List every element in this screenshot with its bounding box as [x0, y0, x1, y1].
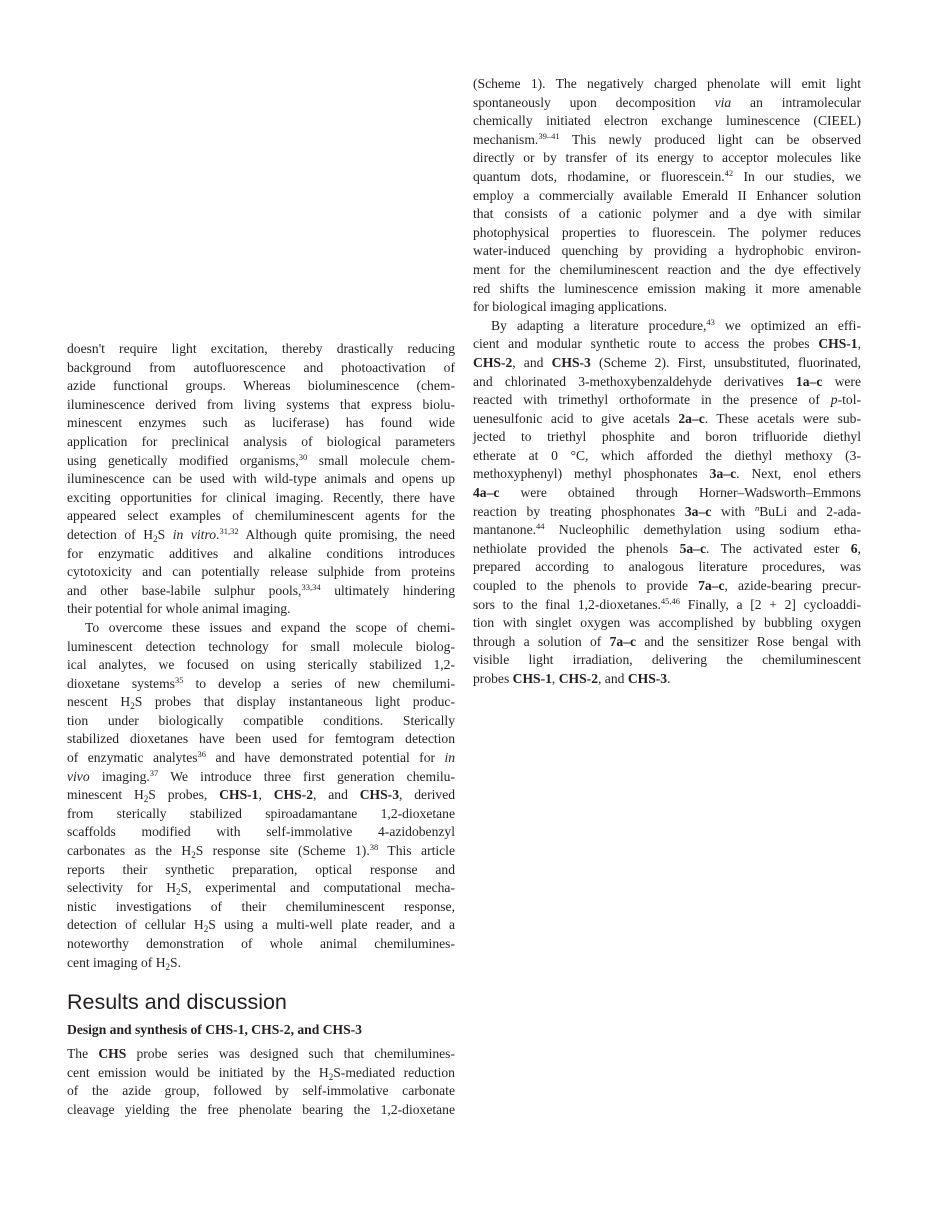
text-line: [473, 373, 861, 392]
paragraph-chs-design: [67, 1045, 455, 1119]
text-run: were obtained through Horner–Wadsworth–Emmons: [499, 485, 861, 501]
text-line: [67, 1045, 455, 1064]
text-line: reports their synthetic preparation, optical response and: [67, 861, 455, 877]
text-line: iluminescence derived from living systems that express biolu-: [67, 396, 455, 412]
text-line: that consists of a cationic polymer and a dye with similar: [473, 206, 861, 222]
italic-text: in: [444, 750, 456, 766]
text-run: . Next, enol ethers: [736, 466, 861, 482]
text-run: In our studies, we: [733, 168, 861, 184]
text-run: . These acetals were sub-: [704, 410, 861, 426]
text-run: cient and modular synthetic route to access the probes: [473, 336, 819, 352]
section-heading: Results and discussion: [67, 990, 287, 1015]
paragraph-cieel-mechanism: [473, 75, 861, 317]
text-line: employ a commercially available Emerald II Enhancer solution: [473, 187, 861, 203]
text-line: tion under biologically compatible conditions. Sterically: [67, 712, 455, 728]
subscript: 2: [203, 924, 209, 935]
text-run: through a solution of: [473, 633, 610, 649]
text-run: S-mediated reduction: [333, 1064, 455, 1080]
text-run: This newly produced light can be observed: [559, 131, 861, 147]
text-line: [67, 452, 455, 471]
text-line: [67, 768, 455, 787]
text-run: BuLi and 2-ada-: [759, 503, 861, 519]
text-run: using genetically modified organisms,: [67, 452, 299, 468]
subscript: 2: [191, 850, 196, 861]
citation-superscript: 39–41: [538, 130, 560, 141]
text-line: photophysical properties to fluorescein. The polymer reduces: [473, 224, 861, 240]
text-run: imaging.: [89, 768, 150, 784]
bold-text: 4a–c: [473, 485, 500, 501]
bold-text: 1a–c: [795, 373, 823, 389]
italic-text: vivo: [67, 768, 90, 784]
subscript: 2: [328, 1071, 334, 1082]
paragraph-intro-continued: [67, 340, 455, 619]
text-line: [67, 526, 455, 545]
text-line: [473, 503, 861, 522]
text-run: S: [157, 526, 173, 542]
text-run: Nucleophilic demethylation using sodium etha-: [544, 522, 861, 538]
text-line: stabilized dioxetanes have been used for femtogram detection: [67, 731, 455, 747]
text-run: to develop a series of new chemilumi-: [183, 675, 456, 691]
text-line: [473, 633, 861, 652]
text-line: [473, 484, 861, 503]
text-line: cytotoxicity and can potentially release sulphide from proteins: [67, 564, 455, 580]
bold-text: CHS-2: [558, 671, 598, 686]
text-line: their potential for whole animal imaging.: [67, 601, 291, 617]
subscript: 2: [153, 533, 158, 544]
text-line: chemically initiated electron exchange luminescence (CIEEL): [473, 113, 861, 129]
text-run: S probes,: [148, 787, 220, 803]
italic-text: in vitro: [172, 526, 217, 542]
text-run: an intramolecular: [731, 94, 861, 110]
text-run: Although quite promising, the need: [238, 526, 455, 542]
bold-text: CHS-2: [273, 787, 313, 803]
text-line: noteworthy demonstration of whole animal chemilumines-: [67, 936, 455, 951]
text-run: S using a multi-well plate reader, and a: [208, 917, 455, 933]
text-run: small molecule chem-: [307, 452, 455, 468]
text-run: cent imaging of H: [67, 954, 166, 970]
text-line: red shifts the luminescence emission making it more amenable: [473, 280, 861, 296]
text-run: S, experimental and computational mecha-: [180, 880, 455, 896]
citation-superscript: 42: [724, 167, 734, 178]
text-run: detection of H: [67, 526, 154, 542]
bold-text: 7a–c: [609, 633, 637, 649]
text-run: probe series was designed such that chemilumines-: [126, 1046, 455, 1062]
bold-text: CHS: [98, 1046, 127, 1062]
text-line: exciting opportunities for clinical imaging. Recently, there have: [67, 489, 455, 505]
bold-text: CHS-3: [551, 354, 591, 370]
citation-superscript: 44: [536, 521, 545, 532]
citation-superscript: 33,34: [301, 581, 321, 592]
text-line: [67, 675, 455, 694]
bold-text: CHS-1: [818, 336, 858, 352]
text-line: doesn't require light excitation, thereby drastically reducing: [67, 341, 455, 356]
text-run: , derived: [399, 787, 456, 803]
bold-text: CHS-1: [512, 671, 552, 686]
text-line: [473, 521, 861, 540]
citation-superscript: 43: [706, 316, 715, 327]
text-line: [473, 596, 861, 615]
paragraph-synthesis: [473, 317, 861, 689]
text-line: [473, 540, 861, 559]
citation-superscript: 38: [369, 842, 379, 853]
text-run: and have demonstrated potential for: [206, 750, 445, 766]
paragraph-overcome-issues: [67, 619, 455, 972]
text-line: for enzymatic additives and alkaline conditions introduces: [67, 545, 455, 561]
text-run: nethiolate provided the phenols: [473, 540, 680, 556]
bold-text: CHS-1: [219, 787, 259, 803]
bold-text: CHS-3: [627, 671, 668, 686]
text-run: reaction by treating phosphonates: [473, 503, 685, 519]
text-line: tion with singlet oxygen was accomplished by bubbling oxygen: [473, 615, 861, 631]
text-line: [473, 94, 861, 113]
text-run: , and: [598, 671, 628, 686]
text-line: [67, 1064, 455, 1083]
text-line: (Scheme 1). The negatively charged phenolate will emit light: [473, 76, 861, 91]
text-line: [67, 842, 455, 861]
italic-superscript: n: [754, 502, 760, 513]
right-column: [473, 75, 861, 689]
text-line: [473, 354, 861, 373]
bold-text: 7a–c: [698, 578, 725, 594]
text-line: appeared select examples of chemiluminescent agents for the: [67, 508, 455, 524]
bold-text: 5a–c: [679, 540, 707, 556]
bold-text: 6: [850, 540, 858, 556]
text-run: , azide-bearing precur-: [724, 578, 861, 594]
text-run: sors to the final 1,2-dioxetanes.: [473, 596, 661, 612]
text-run: ,: [857, 540, 861, 556]
text-run: nescent H: [67, 694, 131, 710]
text-run: mantanone.: [473, 522, 537, 538]
text-line: visible light irradiation, delivering the chemiluminescent: [473, 652, 861, 668]
subscript: 2: [165, 961, 171, 972]
text-run: , and: [512, 354, 552, 370]
text-line: of the azide group, followed by self-immolative carbonate: [67, 1083, 455, 1099]
text-line: [67, 582, 455, 601]
bold-text: 3a–c: [684, 503, 712, 519]
text-line: [473, 391, 861, 410]
subscript: 2: [176, 887, 181, 898]
subsection-heading: Design and synthesis of CHS-1, CHS-2, and CHS-3: [67, 1022, 362, 1038]
text-line: application for preclinical analysis of biological parameters: [67, 433, 455, 449]
text-line: [473, 670, 861, 689]
text-run: . The activated ester: [706, 540, 851, 556]
text-line: [473, 577, 861, 596]
text-line: iluminescence can be used with wild-type animals and opens up: [67, 471, 455, 487]
text-run: detection of cellular H: [67, 917, 204, 933]
italic-text: p: [830, 392, 838, 408]
text-run: were: [822, 373, 861, 389]
text-line: for biological imaging applications.: [473, 299, 668, 315]
text-run: S.: [170, 954, 181, 970]
text-line: [473, 131, 861, 150]
citation-superscript: 45,46: [660, 595, 681, 606]
bold-text: CHS-3: [359, 787, 400, 803]
text-line: jected to triethyl phosphite and boron trifluoride diethyl: [473, 429, 861, 445]
text-line: background from autofluorescence and photoactivation of: [67, 359, 455, 375]
text-line: ment for the chemiluminescent reaction and the dye effectively: [473, 261, 861, 277]
text-line: minescent enzymes such as luciferase) has found wide: [67, 415, 455, 431]
citation-superscript: 36: [197, 749, 207, 760]
text-run: uenesulfonic acid to give acetals: [473, 410, 679, 426]
text-line: prepared according to analogous literature procedures, was: [473, 559, 861, 575]
text-line: [67, 879, 455, 898]
text-run: spontaneously upon decomposition: [473, 94, 715, 110]
text-run: and other base-labile sulphur pools,: [67, 582, 302, 598]
text-line: from sterically stabilized spiroadamantane 1,2-dioxetane: [67, 805, 455, 821]
text-run: selectivity for H: [67, 880, 177, 896]
text-line: To overcome these issues and expand the scope of chemi-: [85, 619, 455, 635]
text-line: [67, 954, 455, 973]
citation-superscript: 30: [298, 451, 308, 462]
text-line: directly or by transfer of its energy to acceptor molecules like: [473, 150, 861, 166]
text-line: [473, 168, 861, 187]
bold-text: 3a–c: [709, 466, 737, 482]
text-run: ,: [258, 787, 274, 803]
text-run: coupled to the phenols to provide: [473, 578, 699, 594]
text-run: quantum dots, rhodamine, or fluorescein.: [473, 168, 725, 184]
text-line: [67, 786, 455, 805]
text-run: The: [67, 1046, 99, 1062]
text-line: [473, 317, 861, 336]
text-run: -tol-: [837, 392, 861, 408]
text-run: Finally, a [2 + 2] cycloaddi-: [680, 596, 862, 612]
text-run: and chlorinated 3-methoxybenzaldehyde derivatives: [473, 373, 796, 389]
citation-superscript: 35: [174, 674, 184, 685]
text-line: etherate at 0 °C, which afforded the diethyl methoxy (3-: [473, 447, 861, 463]
text-line: scaffolds modified with self-immolative 4-azidobenzyl: [67, 824, 455, 840]
text-line: [67, 693, 455, 712]
text-run: By adapting a literature procedure,: [491, 317, 707, 333]
text-line: azide functional groups. Whereas bioluminescence (chem-: [67, 378, 455, 394]
text-run: ultimately hindering: [320, 582, 456, 598]
text-line: ical analytes, we focused on using sterically stabilized 1,2-: [67, 657, 455, 673]
text-run: minescent H: [67, 787, 144, 803]
text-run: probes: [473, 671, 513, 686]
text-line: cleavage yielding the free phenolate bearing the 1,2-dioxetane: [67, 1102, 455, 1118]
text-run: .: [216, 526, 220, 542]
text-line: [473, 410, 861, 429]
text-run: we optimized an effi-: [714, 317, 861, 333]
text-run: We introduce three first generation chemilu-: [158, 768, 455, 784]
text-line: nistic investigations of their chemiluminescent response,: [67, 898, 455, 914]
text-line: [67, 916, 455, 935]
text-line: [473, 335, 861, 354]
text-run: (Scheme 2). First, unsubstituted, fluorinated,: [590, 354, 861, 370]
italic-text: via: [714, 94, 732, 110]
text-run: S probes that display instantaneous light produc-: [134, 694, 455, 710]
text-run: with: [711, 503, 755, 519]
text-line: [67, 749, 455, 768]
text-run: S response site (Scheme 1).: [195, 843, 370, 859]
text-run: mechanism.: [473, 131, 539, 147]
text-line: water-induced quenching by providing a hydrophobic environ-: [473, 243, 861, 259]
text-run: This article: [378, 843, 455, 859]
text-run: ,: [857, 336, 861, 352]
subscript: 2: [143, 794, 149, 805]
text-line: luminescent detection technology for small molecule biolog-: [67, 638, 455, 654]
text-run: and the sensitizer Rose bengal with: [636, 633, 861, 649]
bold-text: CHS-2: [473, 354, 513, 370]
citation-superscript: 31,32: [219, 525, 239, 536]
left-column: [67, 340, 455, 1120]
bold-text: 2a–c: [678, 410, 705, 426]
text-run: dioxetane systems: [67, 675, 175, 691]
text-run: of enzymatic analytes: [67, 750, 198, 766]
text-run: methoxyphenyl) methyl phosphonates: [473, 466, 710, 482]
text-run: ,: [551, 671, 559, 686]
text-run: carbonates as the H: [67, 843, 192, 859]
text-run: , and: [313, 787, 360, 803]
text-run: .: [667, 671, 671, 686]
text-run: reacted with trimethyl orthoformate in the presence of: [473, 392, 831, 408]
text-run: cent emission would be initiated by the H: [67, 1064, 329, 1080]
citation-superscript: 37: [149, 767, 159, 778]
text-line: [473, 465, 861, 484]
subscript: 2: [130, 701, 135, 712]
